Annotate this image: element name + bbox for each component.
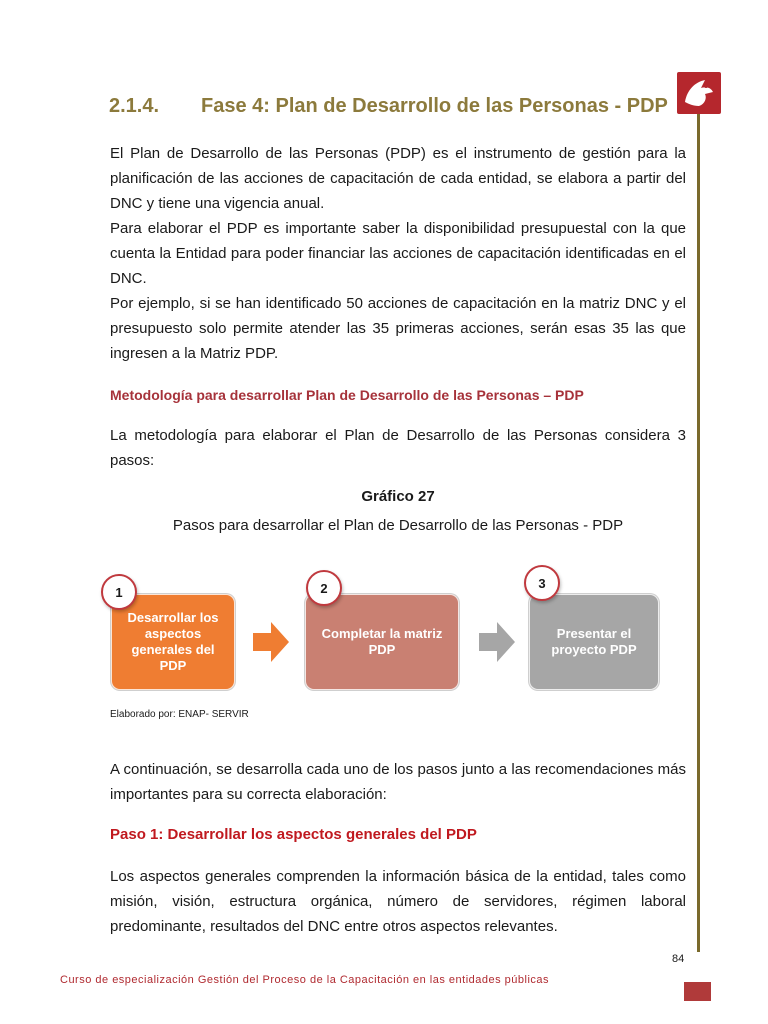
footer-text: Curso de especialización Gestión del Proceso de la Capacitación en las entidades públicas bbox=[60, 974, 550, 986]
methodology-heading: Metodología para desarrollar Plan de Desarrollo de las Personas – PDP bbox=[110, 387, 584, 403]
continuation-text: A continuación, se desarrolla cada uno de los pasos junto a las recomendaciones más importantes para su correcta elaboración: bbox=[110, 761, 686, 803]
step-1-number: 1 bbox=[101, 574, 137, 610]
step-1-label: Desarrollar los aspectos generales del PDP bbox=[127, 610, 219, 673]
arrow-right-icon bbox=[251, 620, 291, 664]
step-2-box bbox=[305, 594, 459, 690]
section-title: Fase 4: Plan de Desarrollo de las Personas - PDP bbox=[201, 95, 668, 117]
step-3-number: 3 bbox=[524, 565, 560, 601]
intro-text bbox=[110, 141, 686, 366]
margin-rule bbox=[697, 110, 700, 952]
arrow-right-icon bbox=[477, 620, 517, 664]
intro-paragraph-1: El Plan de Desarrollo de las Personas (PDP) es el instrumento de gestión para la planificación de las acciones de capacitación de cada entidad, se elabora a partir del DNC y tiene una vigencia anual. bbox=[110, 145, 686, 212]
step-3-box bbox=[529, 594, 659, 690]
section-number: 2.1.4. bbox=[109, 95, 160, 117]
figure-credit: Elaborado por: ENAP- SERVIR bbox=[110, 709, 249, 720]
intro-paragraph-2: Para elaborar el PDP es importante saber la disponibilidad presupuestal con la que cuenta la Entidad para poder financiar las acciones de capacitación identificadas en el DNC. bbox=[110, 220, 686, 287]
page-number: 84 bbox=[672, 953, 685, 965]
methodology-text: La metodología para elaborar el Plan de Desarrollo de las Personas considera 3 pasos: bbox=[110, 427, 686, 469]
step-2-number: 2 bbox=[306, 570, 342, 606]
step-3-label: Presentar el proyecto PDP bbox=[551, 626, 637, 657]
step-1-text: Los aspectos generales comprenden la información básica de la entidad, tales como misión, visión, estructura orgánica, número de servidores, régimen laboral predominante, resultados del DNC entre otros aspectos relevantes. bbox=[110, 868, 686, 935]
step-2-label: Completar la matriz PDP bbox=[321, 626, 443, 657]
section-heading bbox=[109, 95, 668, 118]
institution-logo bbox=[677, 72, 721, 114]
footer-marker bbox=[684, 982, 711, 1001]
figure-label: Gráfico 27 bbox=[361, 488, 435, 505]
step-1-box bbox=[111, 594, 235, 690]
figure-caption: Pasos para desarrollar el Plan de Desarrollo de las Personas - PDP bbox=[172, 517, 624, 534]
step-1-heading: Paso 1: Desarrollar los aspectos generales del PDP bbox=[110, 826, 477, 843]
intro-paragraph-3: Por ejemplo, si se han identificado 50 acciones de capacitación en la matriz DNC y el presupuesto solo permite atender las 35 primeras acciones, serán esas 35 las que ingresen a la Matriz PDP. bbox=[110, 295, 686, 362]
